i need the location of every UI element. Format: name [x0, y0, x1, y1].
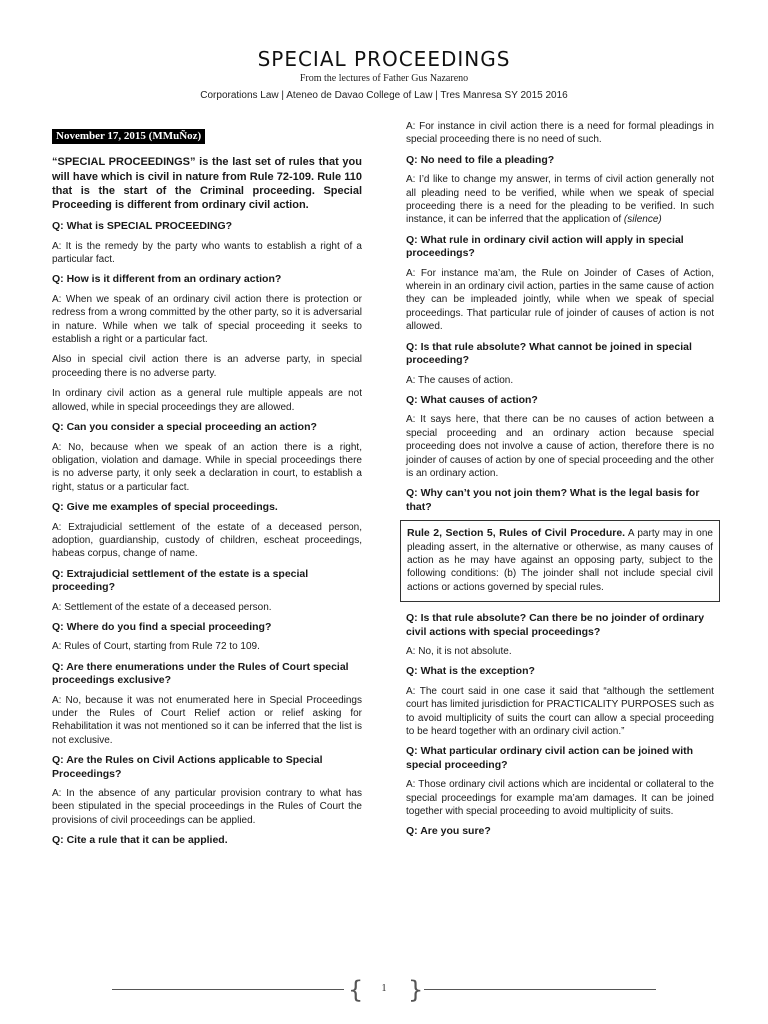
question: Q: What rule in ordinary civil action will apply in special proceedings?: [406, 233, 684, 260]
question: Q: Why can’t you not join them? What is the legal basis for that?: [406, 487, 700, 513]
question: Q: Are there enumerations under the Rules of Court special proceedings exclusive?: [52, 660, 349, 687]
course-line: Corporations Law | Ateneo de Davao College of Law | Tres Manresa SY 2015 2016: [200, 90, 568, 101]
answer-text: A: I’d like to change my answer, in terms of civil action generally not all pleading need to be verified, while when we speak of special proceeding there is a need for the pleading to be verified. In such instance, it can be inferred that the application of: [406, 174, 714, 226]
intro-paragraph: “SPECIAL PROCEEDINGS” is the last set of rules that you will have which is civil in nature from Rule 72-109. Rule 110 that is the start of the Criminal proceeding. Special Proceeding is different from ordinary civil action.: [52, 156, 362, 212]
question: Q: Are the Rules on Civil Actions applicable to Special Proceedings?: [52, 754, 323, 780]
left-column: [52, 120, 362, 854]
question: Q: Cite a rule that it can be applied.: [52, 834, 228, 847]
answer: A: It is the remedy by the party who wants to establish a right of a particular fact.: [52, 240, 362, 266]
page-number: 1: [381, 983, 387, 994]
answer: A: No, because it was not enumerated here in Special Proceedings under the Rules of Court Relief action or relief asking for Rehabilitation it was not mentioned so it can be inferred that the list is not exclusive.: [52, 694, 362, 746]
footer-brace-right: }: [408, 976, 424, 1004]
answer: A: In the absence of any particular provision contrary to what has been stipulated in the special proceedings in the Rules of Court the provisions of civil proceedings can be applied.: [52, 788, 362, 826]
question: Q: Is that rule absolute? What cannot be joined in special proceeding?: [406, 340, 692, 367]
answer: A: For instance in civil action there is a need for formal pleadings in special proceeding there is no need of such.: [406, 121, 714, 146]
right-column: [406, 120, 714, 845]
question: Q: What causes of action?: [406, 393, 538, 406]
question: Q: What is SPECIAL PROCEEDING?: [52, 220, 233, 233]
answer: Also in special civil action there is an adverse party, in special proceeding there is no adverse party.: [52, 354, 362, 379]
answer: A: When we speak of an ordinary civil action there is protection or redress from a wrong committed by the other party, so it is adversarial in nature. While when we talk of special proceeding it seeks to establish a right or a particular fact.: [52, 293, 362, 346]
date-badge: November 17, 2015 (MMuÑoz): [52, 129, 205, 144]
question: Q: What particular ordinary civil action can be joined with special proceeding?: [406, 745, 694, 771]
answer: A: Those ordinary civil actions which are incidental or collateral to the special proceedings for example ma’am damages. It can be joined together with special proceeding to avoid multiplicity of suits.: [406, 779, 714, 818]
answer: A: Settlement of the estate of a deceased person.: [52, 601, 272, 613]
answer: [406, 173, 714, 227]
question: Q: Where do you find a special proceeding?: [52, 620, 272, 633]
footer-brace-left: {: [348, 976, 364, 1004]
answer: A: The causes of action.: [406, 374, 514, 386]
question: Q: Are you sure?: [406, 825, 491, 838]
document-title: SPECIAL PROCEEDINGS: [257, 47, 511, 71]
footer-rule-right: [424, 989, 656, 990]
answer: In ordinary civil action as a general rule multiple appeals are not allowed, while in special proceedings they are allowed.: [52, 388, 362, 413]
rule-text: A party may in one pleading assert, in the alternative or otherwise, as many causes of action as he may have against an opposing party, subject to the following conditions: (b) The joinder shall not include special civil actions or actions governed by special rules.: [407, 528, 713, 593]
answer: A: No, because when we speak of an action there is a right, obligation, violation and damage. While in special proceedings there is no adverse party, it only seek a declaration in court, to establish a right, status or a particular fact.: [52, 441, 362, 493]
question: Q: Give me examples of special proceedings.: [52, 501, 278, 514]
rule-citation: Rule 2, Section 5, Rules of Civil Procedure.: [407, 527, 626, 540]
italic-note: (silence): [623, 214, 662, 226]
document-subtitle: From the lectures of Father Gus Nazareno: [299, 73, 469, 84]
question: Q: No need to file a pleading?: [406, 153, 555, 166]
answer: A: For instance ma’am, the Rule on Joinder of Cases of Action, wherein in an ordinary civil action, parties in the same cause of action they can be impleaded jointly, while when we speak of special proceedings. That particular rule of joinder of causes of action is not allowed.: [406, 267, 714, 333]
rule-quote-box: [400, 520, 720, 602]
question: Q: Can you consider a special proceeding an action?: [52, 421, 317, 434]
footer-rule-left: [112, 989, 344, 990]
answer: A: It says here, that there can be no causes of action between a special proceeding and an ordinary action because special proceeding does not involve a cause of action, therefore there is no joinder of causes of action by one of special proceeding and the other is an ordinary action.: [406, 414, 714, 479]
question: Q: Is that rule absolute? Can there be no joinder of ordinary civil actions with special proceedings?: [406, 612, 705, 638]
question: Q: What is the exception?: [406, 665, 535, 678]
question: Q: Extrajudicial settlement of the estate is a special proceeding?: [52, 567, 309, 594]
answer: A: Rules of Court, starting from Rule 72 to 109.: [52, 641, 260, 653]
answer: A: No, it is not absolute.: [406, 646, 512, 657]
question: Q: How is it different from an ordinary action?: [52, 273, 282, 286]
answer: A: The court said in one case it said that “although the settlement court has limited jurisdiction for PRACTICALITY PURPOSES such as to avoid multiplicity of suits the court can allow a special proceeding to be heard together with an ordinary civil action.”: [406, 685, 714, 738]
answer: A: Extrajudicial settlement of the estate of a deceased person, adoption, guardianship, custody of children, escheat proceedings, habeas corpus, change of name.: [52, 521, 362, 560]
